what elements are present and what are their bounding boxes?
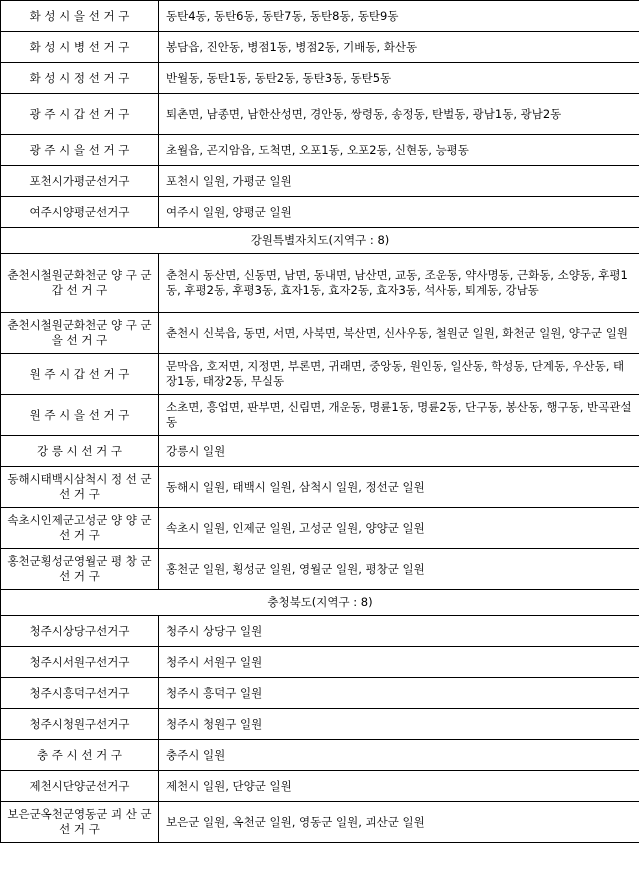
district-area-cell: 동탄4동, 동탄6동, 동탄7동, 동탄8동, 동탄9동 (159, 1, 639, 32)
district-area-cell: 청주시 청원구 일원 (159, 709, 639, 740)
district-area-cell: 퇴촌면, 남종면, 남한산성면, 경안동, 쌍령동, 송정동, 탄벌동, 광남1동, 광남2동 (159, 94, 639, 135)
table-row (1, 166, 639, 197)
district-area-cell: 청주시 상당구 일원 (159, 616, 639, 647)
table-row (1, 467, 639, 508)
table-row (1, 508, 639, 549)
district-area-cell: 강릉시 일원 (159, 436, 639, 467)
district-name-cell: 충 주 시 선 거 구 (1, 740, 159, 771)
table-row (1, 94, 639, 135)
district-name-cell: 화 성 시 정 선 거 구 (1, 63, 159, 94)
district-area-cell: 반월동, 동탄1동, 동탄2동, 동탄3동, 동탄5동 (159, 63, 639, 94)
district-name-cell: 포천시가평군선거구 (1, 166, 159, 197)
district-name-cell: 원 주 시 갑 선 거 구 (1, 354, 159, 395)
district-name-cell: 춘천시철원군화천군 양 구 군 갑 선 거 구 (1, 254, 159, 313)
district-area-cell: 춘천시 동산면, 신동면, 남면, 동내면, 남산면, 교동, 조운동, 약사명동, 근화동, 소양동, 후평1동, 후평2동, 후평3동, 효자1동, 효자2동, 효자3동, 석사동, 퇴계동, 강남동 (159, 254, 639, 313)
district-area-cell: 춘천시 신북읍, 동면, 서면, 사북면, 북산면, 신사우동, 철원군 일원, 화천군 일원, 양구군 일원 (159, 313, 639, 354)
district-area-cell: 동해시 일원, 태백시 일원, 삼척시 일원, 정선군 일원 (159, 467, 639, 508)
table-row (1, 709, 639, 740)
table-row (1, 1, 639, 32)
district-area-cell: 포천시 일원, 가평군 일원 (159, 166, 639, 197)
district-area-cell: 청주시 흥덕구 일원 (159, 678, 639, 709)
district-table-body (1, 1, 639, 843)
table-row (1, 436, 639, 467)
district-area-cell: 문막읍, 호저면, 지정면, 부론면, 귀래면, 중앙동, 원인동, 일산동, 학성동, 단계동, 우산동, 태장1동, 태장2동, 무실동 (159, 354, 639, 395)
district-name-cell: 속초시인제군고성군 양 양 군 선 거 구 (1, 508, 159, 549)
section-header-row (1, 228, 639, 254)
table-row (1, 802, 639, 843)
district-name-cell: 강 릉 시 선 거 구 (1, 436, 159, 467)
district-area-cell: 소초면, 흥업면, 판부면, 신림면, 개운동, 명륜1동, 명륜2동, 단구동, 봉산동, 행구동, 반곡관설동 (159, 395, 639, 436)
table-row (1, 616, 639, 647)
table-row (1, 197, 639, 228)
district-name-cell: 광 주 시 갑 선 거 구 (1, 94, 159, 135)
district-area-cell: 홍천군 일원, 횡성군 일원, 영월군 일원, 평창군 일원 (159, 549, 639, 590)
district-name-cell: 광 주 시 을 선 거 구 (1, 135, 159, 166)
district-name-cell: 동해시태백시삼척시 정 선 군 선 거 구 (1, 467, 159, 508)
section-label: 충청북도(지역구 : 8) (1, 590, 639, 616)
section-header-row (1, 590, 639, 616)
district-name-cell: 청주시청원구선거구 (1, 709, 159, 740)
district-name-cell: 춘천시철원군화천군 양 구 군 을 선 거 구 (1, 313, 159, 354)
district-name-cell: 화 성 시 병 선 거 구 (1, 32, 159, 63)
section-label: 강원특별자치도(지역구 : 8) (1, 228, 639, 254)
district-area-cell: 보은군 일원, 옥천군 일원, 영동군 일원, 괴산군 일원 (159, 802, 639, 843)
table-row (1, 771, 639, 802)
district-name-cell: 제천시단양군선거구 (1, 771, 159, 802)
table-row (1, 354, 639, 395)
district-area-cell: 초월읍, 곤지암읍, 도척면, 오포1동, 오포2동, 신현동, 능평동 (159, 135, 639, 166)
table-row (1, 135, 639, 166)
table-row (1, 395, 639, 436)
district-area-cell: 제천시 일원, 단양군 일원 (159, 771, 639, 802)
district-name-cell: 원 주 시 을 선 거 구 (1, 395, 159, 436)
table-row (1, 549, 639, 590)
district-name-cell: 여주시양평군선거구 (1, 197, 159, 228)
district-area-cell: 여주시 일원, 양평군 일원 (159, 197, 639, 228)
table-row (1, 647, 639, 678)
district-name-cell: 청주시상당구선거구 (1, 616, 159, 647)
table-row (1, 740, 639, 771)
table-row (1, 678, 639, 709)
district-name-cell: 홍천군횡성군영월군 평 창 군 선 거 구 (1, 549, 159, 590)
table-row (1, 63, 639, 94)
district-area-cell: 청주시 서원구 일원 (159, 647, 639, 678)
district-area-cell: 속초시 일원, 인제군 일원, 고성군 일원, 양양군 일원 (159, 508, 639, 549)
district-name-cell: 화 성 시 을 선 거 구 (1, 1, 159, 32)
table-row (1, 313, 639, 354)
table-row (1, 254, 639, 313)
table-row (1, 32, 639, 63)
district-name-cell: 보은군옥천군영동군 괴 산 군 선 거 구 (1, 802, 159, 843)
district-name-cell: 청주시서원구선거구 (1, 647, 159, 678)
district-name-cell: 청주시흥덕구선거구 (1, 678, 159, 709)
district-area-cell: 충주시 일원 (159, 740, 639, 771)
district-area-cell: 봉담읍, 진안동, 병점1동, 병점2동, 기배동, 화산동 (159, 32, 639, 63)
